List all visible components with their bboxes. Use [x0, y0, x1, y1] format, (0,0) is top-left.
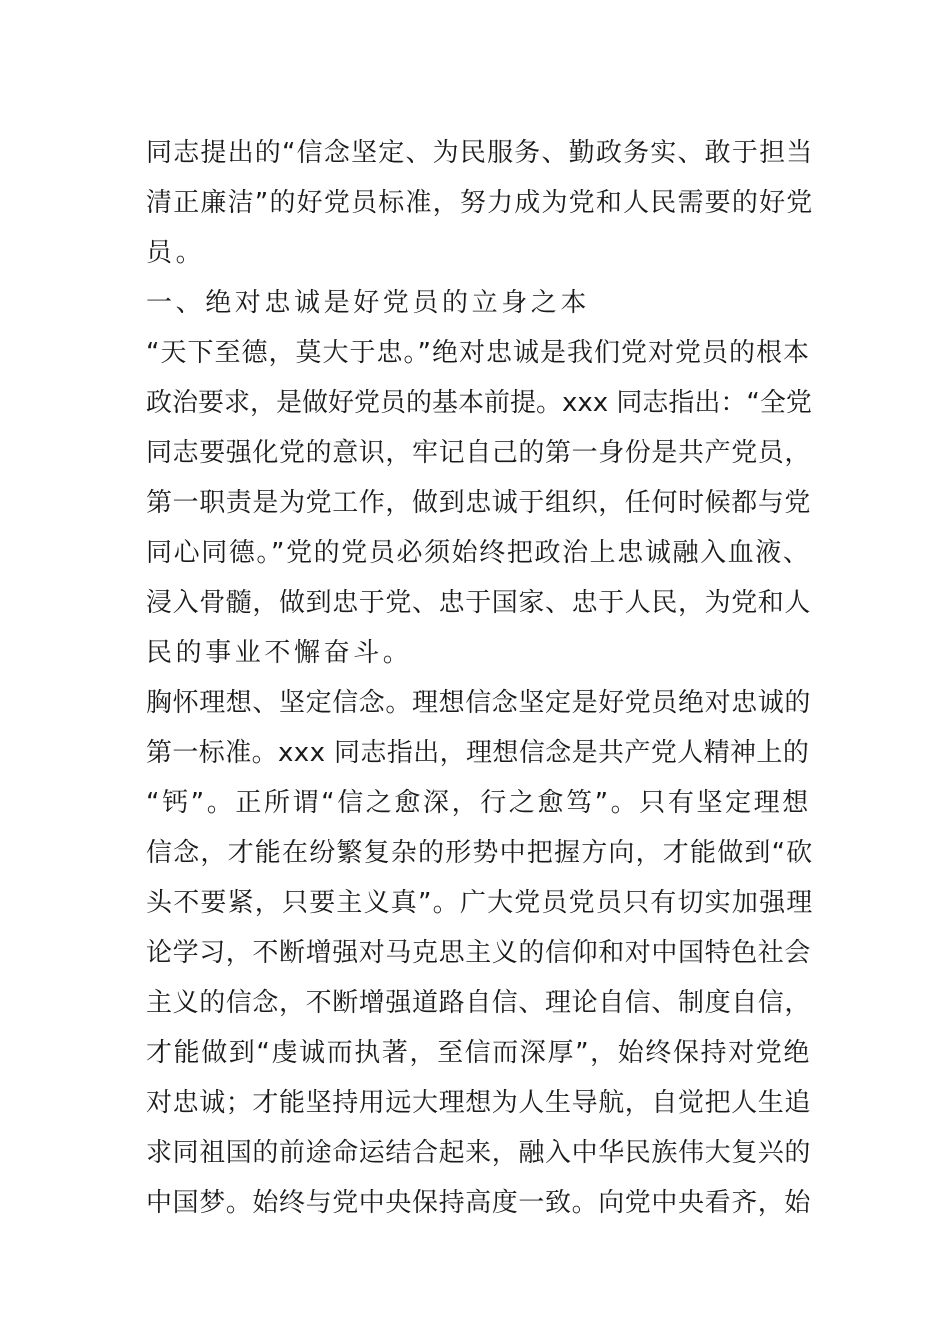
document-body: [146, 128, 814, 1228]
text-line: 浸入骨髓，做到忠于党、忠于国家、忠于人民，为党和人: [146, 588, 812, 618]
text-line: 论学习，不断增强对马克思主义的信仰和对中国特色社会: [146, 938, 812, 968]
text-line: 主义的信念，不断增强道路自信、理论自信、制度自信，: [146, 988, 812, 1018]
text-line: 第一标准。xxx 同志指出，理想信念是共产党人精神上的: [146, 738, 810, 768]
text-line: 对忠诚；才能坚持用远大理想为人生导航，自觉把人生追: [146, 1088, 812, 1118]
text-line: 同志要强化党的意识，牢记自己的第一身份是共产党员，: [146, 438, 812, 468]
text-line: 政治要求，是做好党员的基本前提。xxx 同志指出：“全党: [146, 388, 812, 418]
text-line: 同心同德。”党的党员必须始终把政治上忠诚融入血液、: [146, 538, 811, 568]
text-line: 清正廉洁”的好党员标准，努力成为党和人民需要的好党: [146, 188, 814, 218]
text-line: 才能做到“虔诚而执著，至信而深厚”，始终保持对党绝: [146, 1038, 811, 1068]
text-line: 第一职责是为党工作，做到忠诚于组织，任何时候都与党: [146, 488, 812, 518]
text-line: 信念，才能在纷繁复杂的形势中把握方向，才能做到“砍: [146, 838, 814, 868]
text-line: “天下至德，莫大于忠。”绝对忠诚是我们党对党员的根本: [146, 338, 810, 368]
text-line: 求同祖国的前途命运结合起来，融入中华民族伟大复兴的: [146, 1138, 812, 1168]
text-line: 同志提出的“信念坚定、为民服务、勤政务实、敢于担当: [146, 138, 814, 168]
text-line: 头不要紧，只要主义真”。广大党员党员只有切实加强理: [146, 888, 814, 918]
text-line: 胸怀理想、坚定信念。理想信念坚定是好党员绝对忠诚的: [146, 688, 812, 718]
text-line: 中国梦。始终与党中央保持高度一致。向党中央看齐，始: [146, 1188, 812, 1218]
text-line: 民的事业不懈奋斗。: [146, 638, 413, 668]
text-line: “钙”。正所谓“信之愈深，行之愈笃”。只有坚定理想: [146, 788, 811, 818]
section-heading: 一、绝对忠诚是好党员的立身之本: [146, 288, 591, 318]
text-line: 员。: [146, 238, 206, 268]
